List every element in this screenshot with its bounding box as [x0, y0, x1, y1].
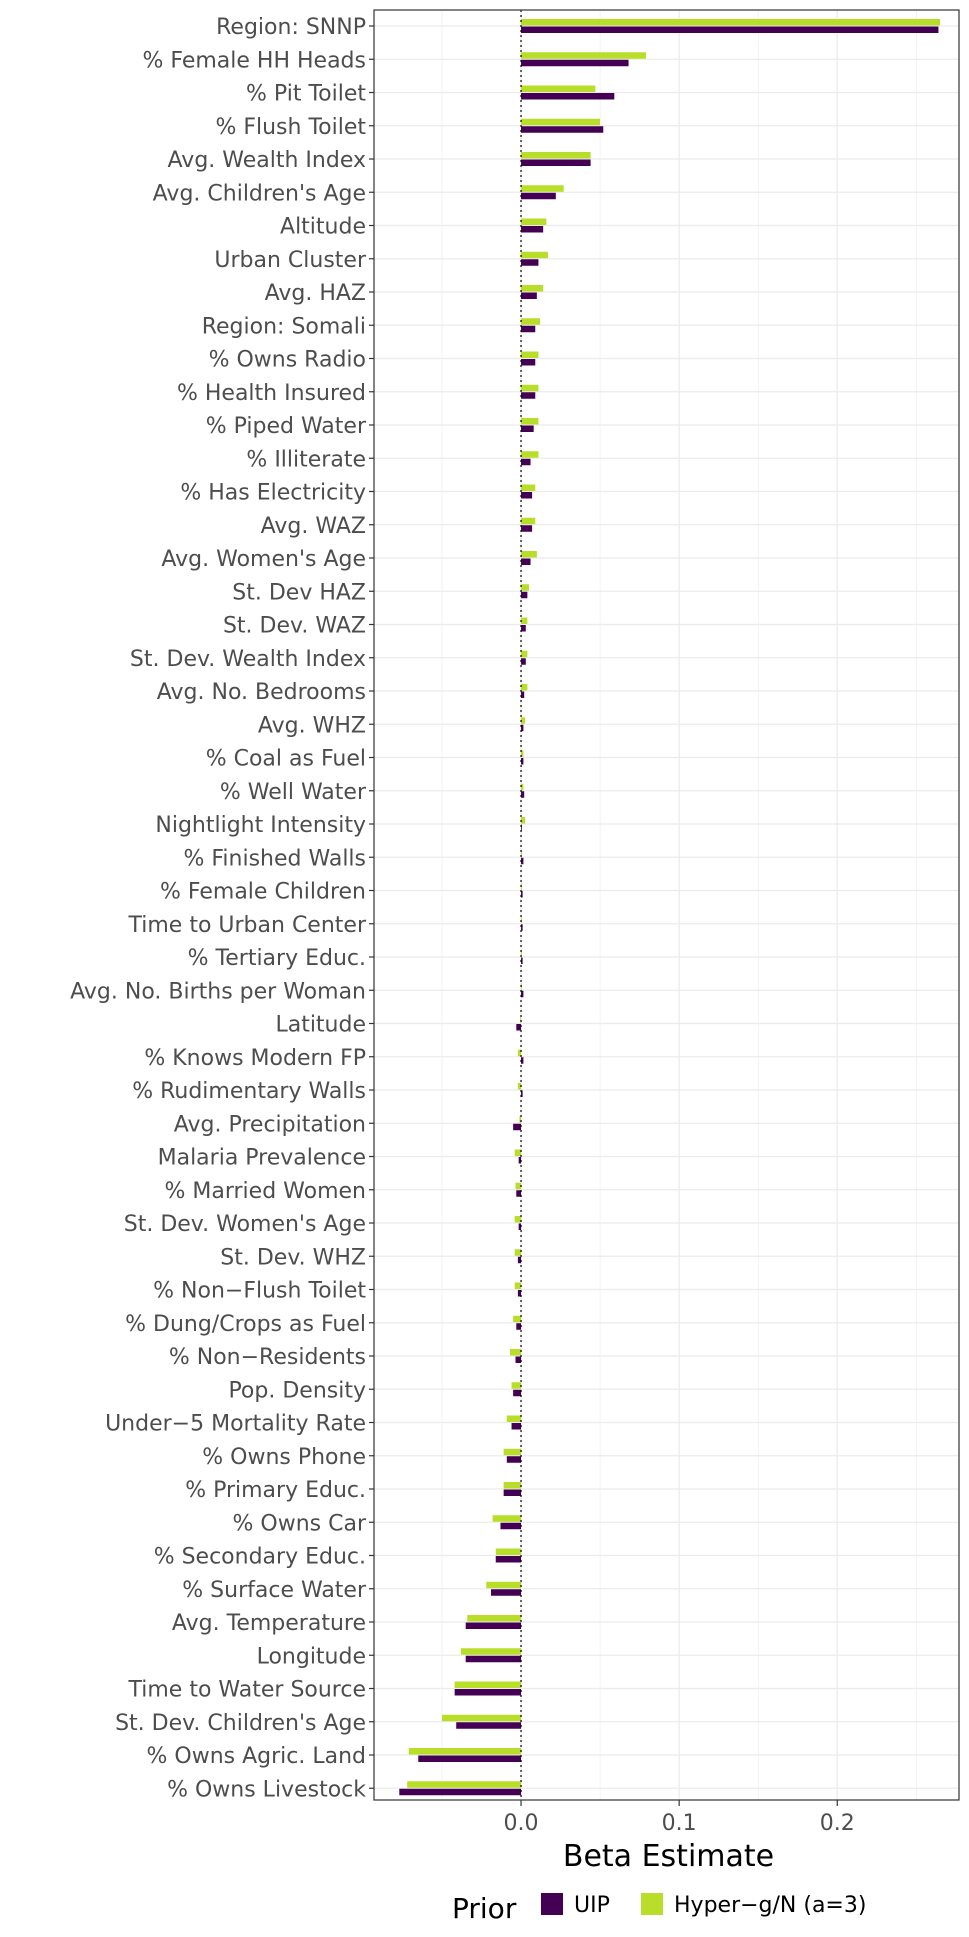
panel-border: [374, 10, 959, 1800]
bar-hyper-g-female-hh-heads: [521, 52, 646, 59]
category-label-health-insured: % Health Insured: [176, 380, 366, 406]
bar-uip-married-women: [516, 1190, 521, 1197]
bar-uip-avg-haz: [521, 293, 537, 300]
bar-hyper-g-avg-haz: [521, 285, 543, 292]
bar-uip-pop-density: [513, 1390, 521, 1397]
bar-hyper-g-non-residents: [510, 1349, 521, 1356]
bar-hyper-g-region-somali: [521, 318, 540, 325]
category-label-owns-car: % Owns Car: [232, 1511, 366, 1537]
category-label-altitude: Altitude: [280, 214, 366, 240]
bar-hyper-g-altitude: [521, 219, 546, 226]
bar-uip-female-hh-heads: [521, 60, 629, 67]
legend: [452, 1892, 866, 1925]
category-label-secondary-educ: % Secondary Educ.: [153, 1544, 366, 1570]
bar-uip-surface-water: [491, 1589, 521, 1596]
bar-uip-owns-phone: [507, 1456, 521, 1463]
category-label-surface-water: % Surface Water: [182, 1577, 366, 1603]
bar-hyper-g-st-dev-children-s-age: [442, 1715, 521, 1722]
bar-hyper-g-st-dev-waz: [521, 618, 527, 625]
category-label-malaria-prevalence: Malaria Prevalence: [157, 1145, 366, 1171]
category-label-avg-waz: Avg. WAZ: [260, 513, 366, 539]
bar-hyper-g-owns-livestock: [407, 1781, 521, 1788]
bar-uip-flush-toilet: [521, 126, 603, 133]
bar-uip-avg-wealth-index: [521, 160, 591, 167]
bar-uip-st-dev-children-s-age: [456, 1722, 521, 1729]
category-label-st-dev-women-s-age: St. Dev. Women's Age: [123, 1212, 366, 1237]
bar-hyper-g-secondary-educ: [496, 1549, 521, 1556]
bar-uip-st-dev-wealth-index: [521, 658, 526, 665]
category-label-avg-precipitation: Avg. Precipitation: [173, 1112, 366, 1138]
category-label-avg-women-s-age: Avg. Women's Age: [161, 547, 366, 572]
bar-uip-health-insured: [521, 392, 535, 399]
legend-label-hyper-g: Hyper−g/N (a=3): [674, 1893, 867, 1918]
category-label-longitude: Longitude: [256, 1644, 366, 1670]
bar-hyper-g-urban-cluster: [521, 252, 548, 259]
bar-uip-region-snnp: [521, 27, 938, 34]
bar-hyper-g-malaria-prevalence: [515, 1150, 521, 1157]
category-label-pit-toilet: % Pit Toilet: [246, 81, 366, 107]
category-label-well-water: % Well Water: [219, 779, 366, 805]
category-label-latitude: Latitude: [275, 1012, 366, 1038]
bar-hyper-g-owns-radio: [521, 352, 538, 359]
category-label-nightlight-intensity: Nightlight Intensity: [155, 813, 366, 838]
category-label-avg-no-bedrooms: Avg. No. Bedrooms: [156, 680, 366, 705]
category-label-urban-cluster: Urban Cluster: [214, 247, 366, 273]
category-label-has-electricity: % Has Electricity: [180, 480, 366, 506]
bar-uip-primary-educ: [504, 1490, 521, 1497]
bar-uip-avg-no-bedrooms: [521, 692, 524, 699]
bar-uip-secondary-educ: [496, 1556, 521, 1563]
bar-uip-avg-children-s-age: [521, 193, 556, 200]
category-label-knows-modern-fp: % Knows Modern FP: [144, 1045, 366, 1071]
bar-hyper-g-avg-women-s-age: [521, 551, 537, 558]
category-label-st-dev-whz: St. Dev. WHZ: [220, 1245, 366, 1271]
bar-hyper-g-st-dev-women-s-age: [515, 1216, 521, 1223]
grid-layer: [374, 10, 959, 1800]
bar-uip-under-5-mortality-rate: [512, 1423, 521, 1430]
bar-hyper-g-pit-toilet: [521, 86, 595, 93]
bar-uip-time-to-water-source: [455, 1689, 521, 1696]
category-label-owns-phone: % Owns Phone: [202, 1444, 366, 1470]
legend-key-hyper-g: [641, 1893, 663, 1915]
bar-uip-longitude: [466, 1656, 521, 1663]
category-label-dung-crops-as-fuel: % Dung/Crops as Fuel: [125, 1311, 366, 1337]
bar-uip-illiterate: [521, 459, 530, 466]
bar-hyper-g-piped-water: [521, 418, 538, 425]
category-label-married-women: % Married Women: [164, 1178, 366, 1204]
bar-hyper-g-avg-children-s-age: [521, 185, 564, 192]
bar-hyper-g-region-snnp: [521, 19, 940, 26]
bar-hyper-g-latitude: [520, 1017, 521, 1024]
bar-hyper-g-dung-crops-as-fuel: [513, 1316, 521, 1323]
bar-hyper-g-avg-wealth-index: [521, 152, 591, 159]
category-label-owns-radio: % Owns Radio: [208, 347, 366, 373]
x-tick-label: 0.0: [503, 1811, 539, 1836]
category-label-st-dev-waz: St. Dev. WAZ: [222, 613, 366, 639]
category-label-owns-agric-land: % Owns Agric. Land: [146, 1744, 366, 1769]
bar-hyper-g-health-insured: [521, 385, 538, 392]
x-axis-ticks: [504, 1800, 855, 1836]
bar-hyper-g-st-dev-haz: [521, 584, 529, 591]
category-label-primary-educ: % Primary Educ.: [185, 1478, 366, 1503]
category-label-female-children: % Female Children: [160, 879, 366, 905]
bar-hyper-g-primary-educ: [504, 1482, 521, 1489]
bar-hyper-g-time-to-water-source: [455, 1682, 521, 1689]
category-label-time-to-water-source: Time to Water Source: [128, 1677, 366, 1703]
bar-uip-has-electricity: [521, 492, 532, 499]
bar-hyper-g-avg-waz: [521, 518, 535, 525]
bar-uip-st-dev-waz: [521, 625, 526, 632]
bar-hyper-g-owns-phone: [504, 1449, 521, 1456]
category-label-avg-wealth-index: Avg. Wealth Index: [167, 148, 366, 173]
category-label-illiterate: % Illiterate: [246, 447, 366, 473]
category-label-owns-livestock: % Owns Livestock: [167, 1777, 366, 1803]
bar-uip-owns-car: [500, 1523, 521, 1530]
bar-uip-urban-cluster: [521, 259, 538, 266]
category-label-flush-toilet: % Flush Toilet: [215, 114, 366, 140]
x-tick-label: 0.1: [661, 1811, 697, 1836]
bar-uip-avg-waz: [521, 525, 532, 532]
bar-uip-piped-water: [521, 426, 534, 433]
bar-uip-avg-women-s-age: [521, 559, 530, 566]
category-label-coal-as-fuel: % Coal as Fuel: [205, 746, 366, 772]
bar-hyper-g-flush-toilet: [521, 119, 600, 126]
bar-uip-latitude: [516, 1024, 521, 1031]
bar-uip-owns-agric-land: [418, 1756, 521, 1763]
category-label-region-somali: Region: Somali: [201, 314, 366, 340]
category-label-st-dev-children-s-age: St. Dev. Children's Age: [115, 1710, 366, 1736]
bar-uip-avg-temperature: [466, 1623, 521, 1630]
category-label-non-residents: % Non−Residents: [168, 1345, 366, 1370]
category-label-avg-haz: Avg. HAZ: [264, 281, 366, 306]
category-label-avg-no-births-per-woman: Avg. No. Births per Woman: [70, 979, 366, 1005]
category-label-tertiary-educ: % Tertiary Educ.: [187, 946, 366, 971]
category-label-under-5-mortality-rate: Under−5 Mortality Rate: [105, 1411, 366, 1437]
bar-hyper-g-surface-water: [486, 1582, 521, 1589]
bar-hyper-g-illiterate: [521, 451, 538, 458]
bar-hyper-g-non-flush-toilet: [515, 1283, 521, 1290]
legend-title: Prior: [452, 1892, 517, 1925]
bar-hyper-g-married-women: [516, 1183, 522, 1190]
x-axis-title: Beta Estimate: [562, 1839, 775, 1874]
x-tick-label: 0.2: [819, 1811, 855, 1836]
bars-layer: [399, 19, 940, 1795]
bar-uip-avg-precipitation: [513, 1124, 521, 1131]
bar-uip-altitude: [521, 226, 543, 233]
category-label-female-hh-heads: % Female HH Heads: [142, 48, 366, 74]
category-label-st-dev-haz: St. Dev HAZ: [232, 580, 366, 606]
category-labels: [70, 15, 374, 1802]
bar-uip-non-residents: [516, 1357, 522, 1364]
bar-uip-dung-crops-as-fuel: [516, 1323, 521, 1330]
legend-key-uip: [541, 1893, 563, 1915]
bar-hyper-g-avg-temperature: [467, 1615, 521, 1622]
bar-hyper-g-has-electricity: [521, 485, 535, 492]
bar-uip-st-dev-haz: [521, 592, 527, 599]
bar-uip-region-somali: [521, 326, 535, 333]
bar-hyper-g-st-dev-whz: [515, 1249, 521, 1256]
category-label-time-to-urban-center: Time to Urban Center: [128, 912, 366, 938]
bar-uip-owns-radio: [521, 359, 535, 366]
category-label-region-snnp: Region: SNNP: [216, 15, 366, 40]
bar-hyper-g-pop-density: [512, 1382, 521, 1389]
category-label-rudimentary-walls: % Rudimentary Walls: [132, 1079, 366, 1104]
category-label-non-flush-toilet: % Non−Flush Toilet: [153, 1278, 366, 1304]
category-label-piped-water: % Piped Water: [205, 414, 366, 439]
bar-uip-pit-toilet: [521, 93, 614, 100]
bar-hyper-g-avg-no-bedrooms: [521, 684, 527, 691]
category-label-pop-density: Pop. Density: [228, 1378, 366, 1404]
bar-hyper-g-longitude: [461, 1648, 521, 1655]
category-label-avg-whz: Avg. WHZ: [257, 713, 366, 739]
category-label-avg-temperature: Avg. Temperature: [171, 1611, 366, 1636]
bar-uip-owns-livestock: [399, 1789, 521, 1796]
bar-hyper-g-owns-car: [493, 1515, 521, 1522]
category-label-st-dev-wealth-index: St. Dev. Wealth Index: [129, 646, 366, 672]
bar-hyper-g-under-5-mortality-rate: [507, 1416, 521, 1423]
legend-label-uip: UIP: [574, 1893, 610, 1918]
category-label-avg-children-s-age: Avg. Children's Age: [152, 181, 366, 207]
category-label-finished-walls: % Finished Walls: [183, 846, 366, 872]
bar-hyper-g-owns-agric-land: [409, 1748, 521, 1755]
bar-hyper-g-st-dev-wealth-index: [521, 651, 527, 658]
